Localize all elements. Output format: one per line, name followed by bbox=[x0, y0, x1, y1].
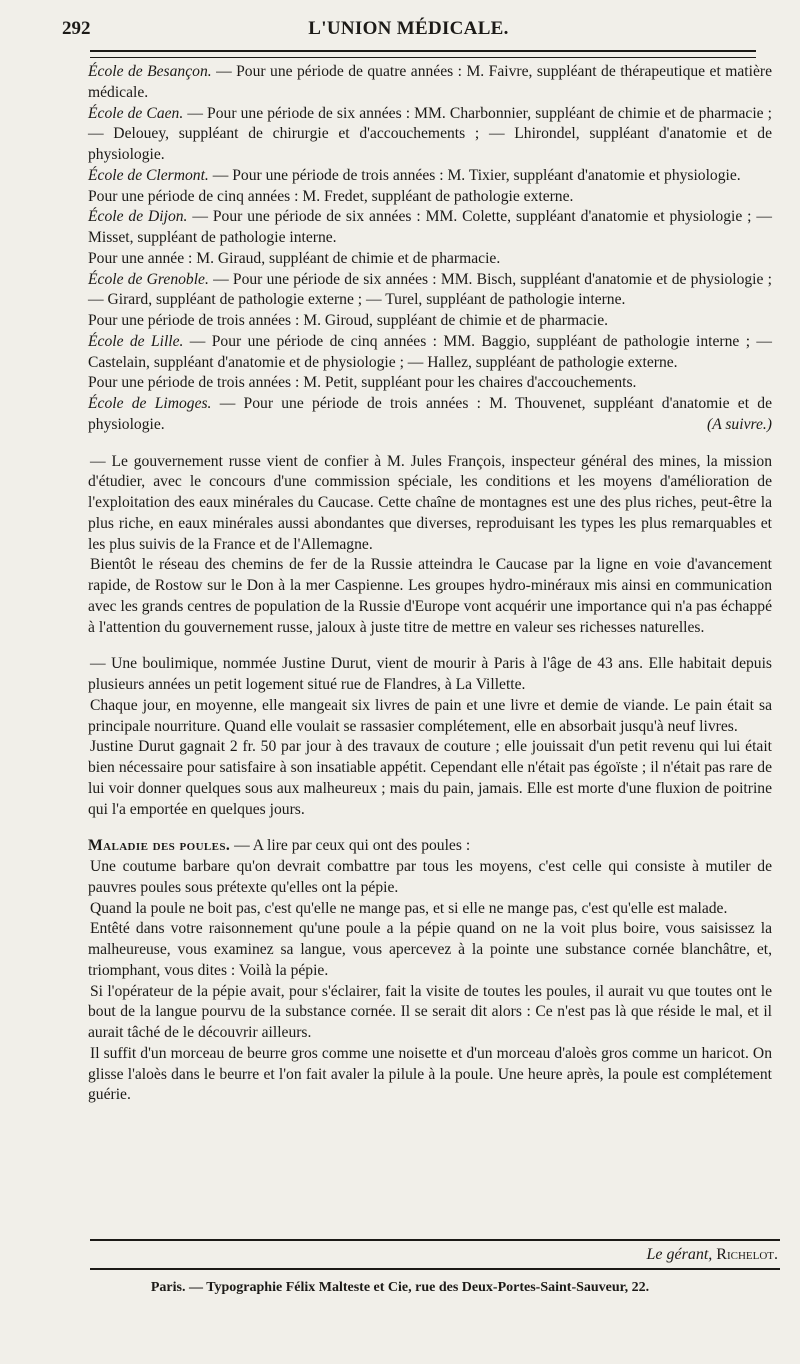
article-body bbox=[88, 62, 772, 1106]
ecole-text: — Pour une période de six années : MM. Charbonnier, suppléant de chimie et de pharmacie ; — Delouey, suppléant de chirurgie et d'accouchements ; — Lhirondel, suppléant d'anatomie et de physiologie. bbox=[88, 104, 773, 163]
gerant-name: Richelot. bbox=[716, 1246, 778, 1263]
footer-rule bbox=[90, 1239, 780, 1241]
footer-rule-lower bbox=[90, 1268, 780, 1270]
boulimique-paragraph: — Une boulimique, nommée Justine Durut, vient de mourir à Paris à l'âge de 43 ans. Elle habitait depuis plusieurs années un petit logement situé rue de Flandres, à La Villette. bbox=[88, 655, 772, 693]
ecole-entry bbox=[88, 311, 772, 332]
ecole-entry bbox=[88, 104, 772, 166]
caucase-paragraph: Bientôt le réseau des chemins de fer de la Russie atteindra le Caucase par la ligne en voie d'avancement rapide, de Rostow sur le Don à la mer Caspienne. Les groupes hydro-minéraux mis ainsi en communication avec les grands centres de population de la Russie d'Europe vont acquérir une importance qui n'a pas échappé à l'attention du gouvernement russe, jaloux à juste titre de mettre en valeur ses richesses naturelles. bbox=[88, 556, 772, 636]
ecole-text: — Pour une période de cinq années : MM. Baggio, suppléant de pathologie interne ; — Castelain, suppléant d'anatomie et de physiologie ; — Hallez, suppléant de pathologie externe. bbox=[88, 332, 772, 371]
ecole-text: Pour une année : M. Giraud, suppléant de chimie et de pharmacie. bbox=[88, 249, 501, 267]
journal-title: L'UNION MÉDICALE. bbox=[308, 18, 509, 39]
header-rule-thin bbox=[90, 57, 756, 58]
ecole-entry bbox=[88, 270, 772, 312]
ecole-text: Pour une période de trois années : M. Petit, suppléant pour les chaires d'accouchements. bbox=[88, 374, 637, 392]
ecole-text: — Pour une période de trois années : M. Thouvenet, suppléant d'anatomie et de physiologie. bbox=[88, 395, 772, 433]
boulimique-section bbox=[88, 654, 772, 820]
page-header bbox=[62, 18, 755, 46]
ecole-name: École de Caen. bbox=[88, 104, 184, 122]
ecole-text: Pour une période de cinq années : M. Fredet, suppléant de pathologie externe. bbox=[88, 187, 574, 205]
poules-heading bbox=[88, 836, 772, 857]
a-suivre-note: (A suivre.) bbox=[707, 415, 772, 433]
printer-imprint: Paris. — Typographie Félix Malteste et Cie, rue des Deux-Portes-Saint-Sauveur, 22. bbox=[150, 1280, 650, 1295]
header-rule bbox=[90, 50, 756, 52]
poules-section bbox=[88, 836, 772, 1106]
ecole-name: École de Lille. bbox=[88, 332, 184, 350]
boulimique-paragraph: Justine Durut gagnait 2 fr. 50 par jour à des travaux de couture ; elle jouissait d'un petit revenu qui lui était bien nécessaire pour satisfaire à son insatiable appétit. Cependant elle n'était pas égoïste ; il n'était pas rare de lui voir donner quelques sous aux malheureux ; mais du pain, jamais. Elle est morte d'une fluxion de poitrine qui l'a emportée en quelques jours. bbox=[88, 738, 772, 818]
ecole-text: — Pour une période de quatre années : M. Faivre, suppléant de thérapeutique et matière médicale. bbox=[88, 63, 772, 101]
poules-paragraph: Il suffit d'un morceau de beurre gros comme une noisette et d'un morceau d'aloès gros comme un haricot. On glisse l'aloès dans le beurre et l'on fait avaler la pilule à la poule. Une heure après, la poule est complétement guérie. bbox=[88, 1044, 772, 1104]
ecole-entry bbox=[88, 394, 772, 436]
signature-line bbox=[647, 1246, 779, 1264]
section-gap bbox=[88, 436, 772, 452]
section-gap bbox=[88, 820, 772, 836]
poules-paragraph: Quand la poule ne boit pas, c'est qu'elle ne mange pas, et si elle ne mange pas, c'est qu'elle est malade. bbox=[90, 899, 728, 917]
ecole-text: — Pour une période de six années : MM. Bisch, suppléant d'anatomie et de physiologie ; — Girard, suppléant de pathologie externe ; — Turel, suppléant de pathologie interne. bbox=[88, 270, 772, 309]
poules-intro: — A lire par ceux qui ont des poules : bbox=[230, 837, 471, 855]
ecole-entry bbox=[88, 166, 772, 187]
ecole-name: École de Limoges. bbox=[88, 395, 212, 412]
poules-title: Maladie des poules. bbox=[88, 837, 231, 855]
ecole-name: École de Grenoble. bbox=[88, 270, 209, 288]
poules-paragraph: Entêté dans votre raisonnement qu'une poule a la pépie quand on ne la voit plus boire, vous saisissez la malheureuse, vous examinez sa langue, vous apercevez à la pointe une substance cornée blanchâtre, et, triomphant, vous dites : Voilà la pépie. bbox=[88, 920, 772, 979]
ecole-entry bbox=[88, 332, 772, 374]
ecole-text: Pour une période de trois années : M. Giroud, suppléant de chimie et de pharmacie. bbox=[88, 312, 609, 329]
ecoles-section bbox=[88, 62, 772, 436]
poules-paragraph: Une coutume barbare qu'on devrait combattre par tous les moyens, c'est celle qui consiste à mutiler de pauvres poules sous prétexte qu'elles ont la pépie. bbox=[88, 858, 772, 896]
poules-paragraph: Si l'opérateur de la pépie avait, pour s'éclairer, fait la visite de toutes les poules, il aurait vu que toutes ont le bout de la langue pourvu de la substance cornée. Il se serait dit alors : Ce n'est pas là que réside le mal, et il aurait tâché de le découvrir ailleurs. bbox=[88, 982, 772, 1041]
caucase-paragraph: — Le gouvernement russe vient de confier à M. Jules François, inspecteur général des mines, la mission d'étudier, avec le concours d'une commission spéciale, les conditions et les moyens d'amélioration de l'exploitation des eaux minérales du Caucase. Cette chaîne de montagnes est une des plus riches, peut-être la plus riche, en eaux minérales aussi abondantes que diverses, reproduisant les types les plus remarquables et les plus suivis de la France et de l'Allemagne. bbox=[88, 452, 772, 553]
ecole-name: École de Dijon. bbox=[88, 208, 188, 226]
gerant-label: Le gérant, bbox=[646, 1246, 713, 1263]
ecole-entry bbox=[88, 62, 772, 104]
page-number: 292 bbox=[62, 18, 91, 39]
ecole-entry bbox=[88, 249, 772, 270]
ecole-name: École de Besançon. bbox=[88, 63, 212, 80]
ecole-text: — Pour une période de six années : MM. Colette, suppléant d'anatomie et physiologie ; — Misset, suppléant de pathologie interne. bbox=[88, 208, 772, 246]
ecole-entry bbox=[88, 207, 772, 249]
boulimique-paragraph: Chaque jour, en moyenne, elle mangeait six livres de pain et une livre et demie de viande. Le pain était sa principale nourriture. Quand elle voulait se rassasier complétement, elle en absorbait jusqu'à neuf livres. bbox=[88, 696, 772, 735]
section-gap bbox=[88, 638, 772, 654]
ecole-name: École de Clermont. bbox=[88, 166, 209, 184]
ecole-entry bbox=[88, 187, 772, 208]
ecole-entry bbox=[88, 373, 772, 394]
caucase-section bbox=[88, 452, 772, 639]
ecole-text: — Pour une période de trois années : M. Tixier, suppléant d'anatomie et physiologie. bbox=[208, 166, 741, 184]
